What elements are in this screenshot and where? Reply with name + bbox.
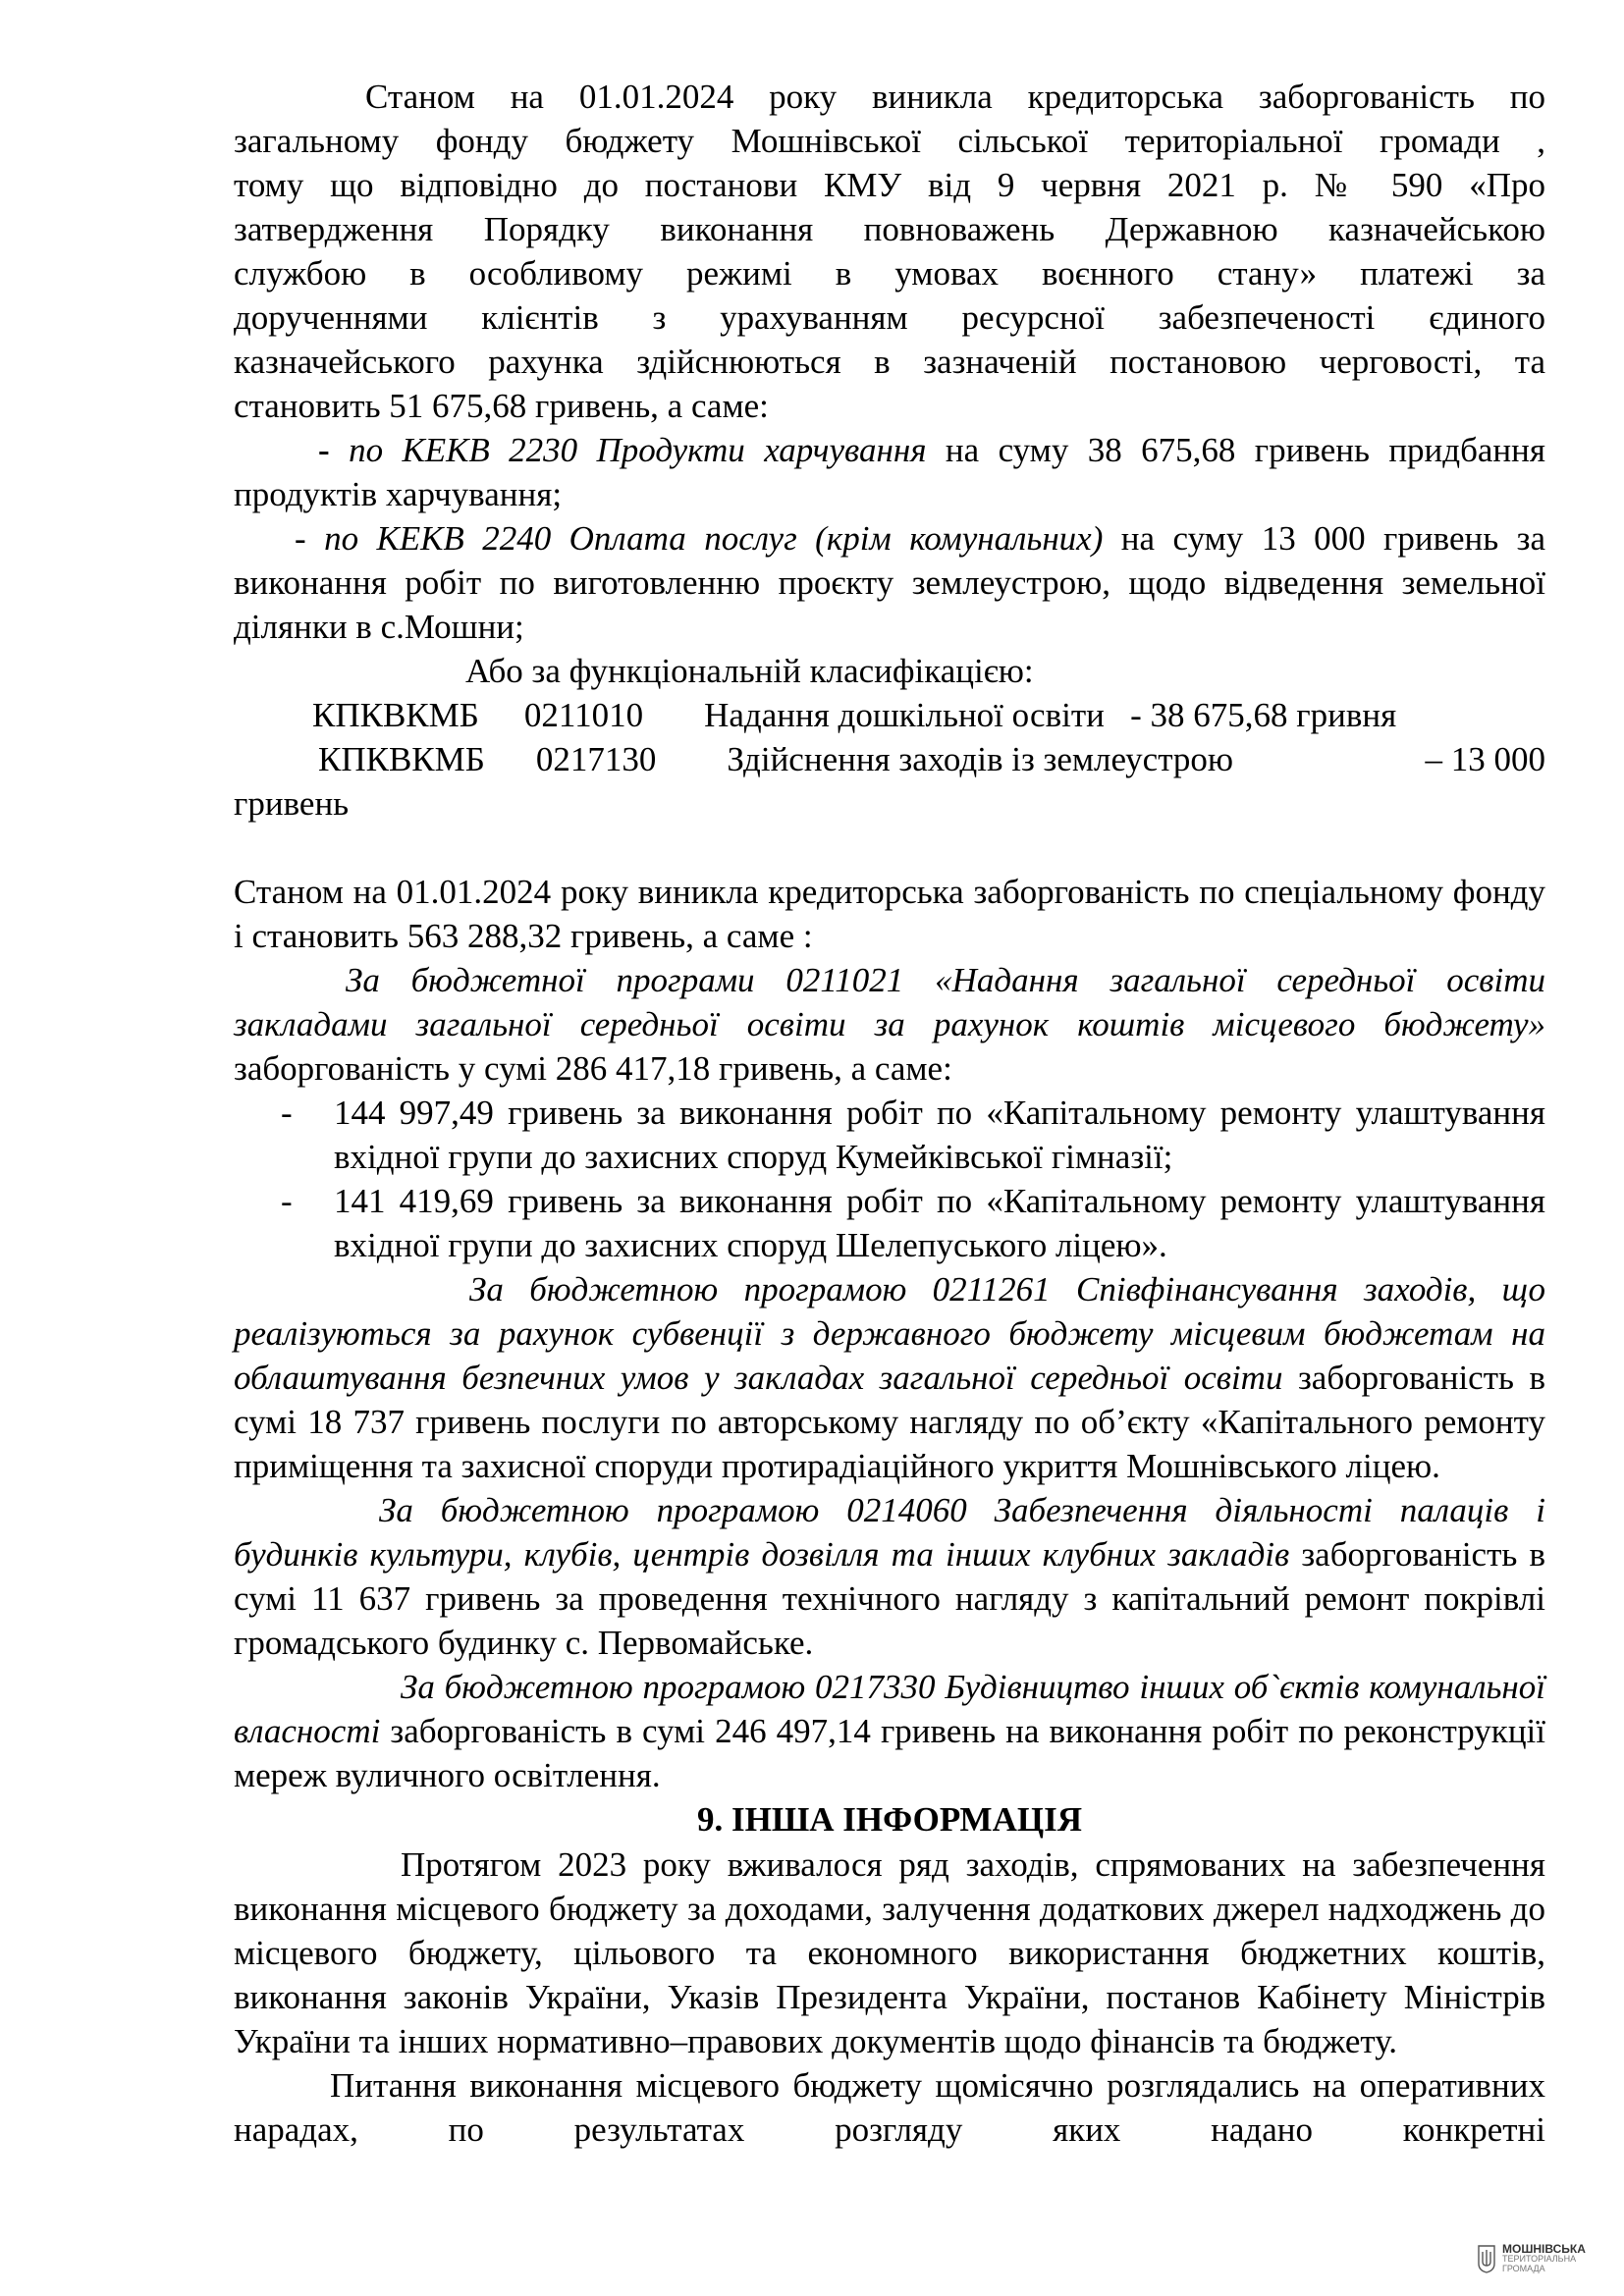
kekv-2240-item xyxy=(234,516,1545,649)
program-0211021-list xyxy=(234,1091,1545,1267)
watermark-line-3: ГРОМАДА xyxy=(1502,2264,1545,2273)
kpk-unit: гривень xyxy=(234,784,350,823)
kpk-number: 0217130 xyxy=(535,740,657,778)
list-item xyxy=(234,1179,1545,1267)
kpk-code: КПКВКМБ xyxy=(318,740,485,778)
list-item-text: 144 997,49 гривень за виконання робіт по «Капітальному ремонту улаштування вхідної групи до захисних споруд Кумейківської гімназії; xyxy=(334,1094,1545,1176)
kpk-code: КПКВКМБ xyxy=(312,696,479,734)
dash-marker: - xyxy=(281,1094,293,1132)
kpk-number: 0211010 xyxy=(523,696,644,734)
kpk-row-0211010 xyxy=(234,693,1545,737)
dash-marker: - xyxy=(318,431,330,469)
kpk-description: Здійснення заходів із землеустрою xyxy=(727,740,1234,778)
paragraph-meetings: Питання виконання місцевого бюджету щомісячно розглядались на оперативних нарадах, по результатах розгляду яких надано конкретні xyxy=(234,2066,1545,2149)
paragraph-creditor-special: Станом на 01.01.2024 року виникла кредиторська заборгованість по спеціальному фонду і становить 563 288,32 гривень, а саме : xyxy=(234,873,1545,955)
text-line: дорученнями клієнтів з урахуванням ресурсної забезпеченості єдиного xyxy=(234,298,1545,337)
text-line: загальному фонду бюджету Мошнівської сільської територіальної громади , xyxy=(234,122,1545,160)
dash-marker: - xyxy=(281,1182,293,1220)
community-watermark xyxy=(1477,2244,1586,2273)
kekv-2240-text: на суму 13 000 гривень за виконання робіт по виготовленню проєкту землеустрою, щодо відведення земельної ділянки в с.Мошни; xyxy=(234,519,1545,646)
kpk-row-0217130 xyxy=(234,737,1545,781)
text-line: затвердження Порядку виконання повноважень Державною казначейською xyxy=(234,210,1545,248)
program-0214060-text: заборгованість в сумі 11 637 гривень за проведення технічного нагляду з капітальний ремонт покрівлі громадського будинку с. Первомайське. xyxy=(234,1535,1545,1662)
program-0211021 xyxy=(234,958,1545,1091)
kekv-2230-item xyxy=(234,428,1545,516)
program-0211261 xyxy=(234,1267,1545,1488)
text-line: Станом на 01.01.2024 року виникла кредиторська заборгованість по xyxy=(365,78,1545,116)
program-0214060-title: За бюджетною програмою 0214060 Забезпечення діяльності палаців і будинків культури, клубів, центрів дозвілля та інших клубних закладів xyxy=(234,1491,1545,1574)
program-0211261-text: заборгованість в сумі 18 737 гривень послуги по авторському нагляду по об’єкту «Капітального ремонту приміщення та захисної споруди протирадіаційного укриття Мошнівського ліцею. xyxy=(234,1359,1545,1485)
paragraph-measures: Протягом 2023 року вживалося ряд заходів, спрямованих на забезпечення виконання місцевого бюджету за доходами, залучення додаткових джерел надходжень до місцевого бюджету, цільового та економного використання бюджетних коштів, виконання законів України, Указів Президента України, постанов Кабінету Міністрів України та інших нормативно–правових документів щодо фінансів та бюджету. xyxy=(234,1845,1545,2060)
functional-classification-heading: Або за функціональній класифікацією: xyxy=(465,652,1034,690)
trident-emblem-icon xyxy=(1477,2244,1496,2273)
program-0211021-text: заборгованість у сумі 286 417,18 гривень, а саме: xyxy=(234,1049,952,1088)
paragraph-creditor-general xyxy=(234,75,1545,428)
kekv-2230-label: по КЕКВ 2230 Продукти харчування xyxy=(349,431,927,469)
program-0217330-text: заборгованість в сумі 246 497,14 гривень на виконання робіт по реконструкції мереж вуличного освітлення. xyxy=(234,1712,1545,1794)
text-line: казначейського рахунка здійснюються в зазначеній постановою черговості, та xyxy=(234,343,1545,381)
text-line: становить 51 675,68 гривень, а саме: xyxy=(234,387,769,425)
kpk-amount: – 13 000 xyxy=(1425,740,1545,778)
document-page xyxy=(234,75,1545,2152)
watermark-line-1: МОШНІВСЬКА xyxy=(1502,2242,1586,2256)
program-0211021-title: За бюджетної програми 0211021 «Надання загальної середньої освіти закладами загальної середньої освіти за рахунок коштів місцевого бюджету» xyxy=(234,961,1545,1043)
program-0217330-title: За бюджетною програмою 0217330 Будівництво інших об`єктів комунальної власності xyxy=(234,1668,1545,1750)
text-line: тому що відповідно до постанови КМУ від 9 червня 2021 р. № 590 «Про xyxy=(234,166,1545,204)
spacer xyxy=(234,826,1545,870)
text-line: службою в особливому режимі в умовах воєнного стану» платежі за xyxy=(234,254,1545,293)
program-0214060 xyxy=(234,1488,1545,1665)
list-item xyxy=(234,1091,1545,1179)
program-0217330 xyxy=(234,1665,1545,1797)
list-item-text: 141 419,69 гривень за виконання робіт по «Капітальному ремонту улаштування вхідної групи до захисних споруд Шелепуського ліцею». xyxy=(334,1182,1545,1264)
section-title: 9. ІНША ІНФОРМАЦІЯ xyxy=(696,1800,1082,1839)
program-0211261-title: За бюджетною програмою 0211261 Співфінансування заходів, що реалізуються за рахунок субвенції з державного бюджету місцевим бюджетам на облаштування безпечних умов у закладах загальної середньої освіти xyxy=(234,1270,1545,1397)
kekv-2240-label: - по КЕКВ 2240 Оплата послуг (крім комунальних) xyxy=(295,519,1104,558)
kpk-description: Надання дошкільної освіти - 38 675,68 гривня xyxy=(704,696,1397,734)
kekv-2230-text: на суму 38 675,68 гривень придбання продуктів харчування; xyxy=(234,431,1545,513)
watermark-line-2: ТЕРИТОРІАЛЬНА xyxy=(1502,2254,1577,2264)
